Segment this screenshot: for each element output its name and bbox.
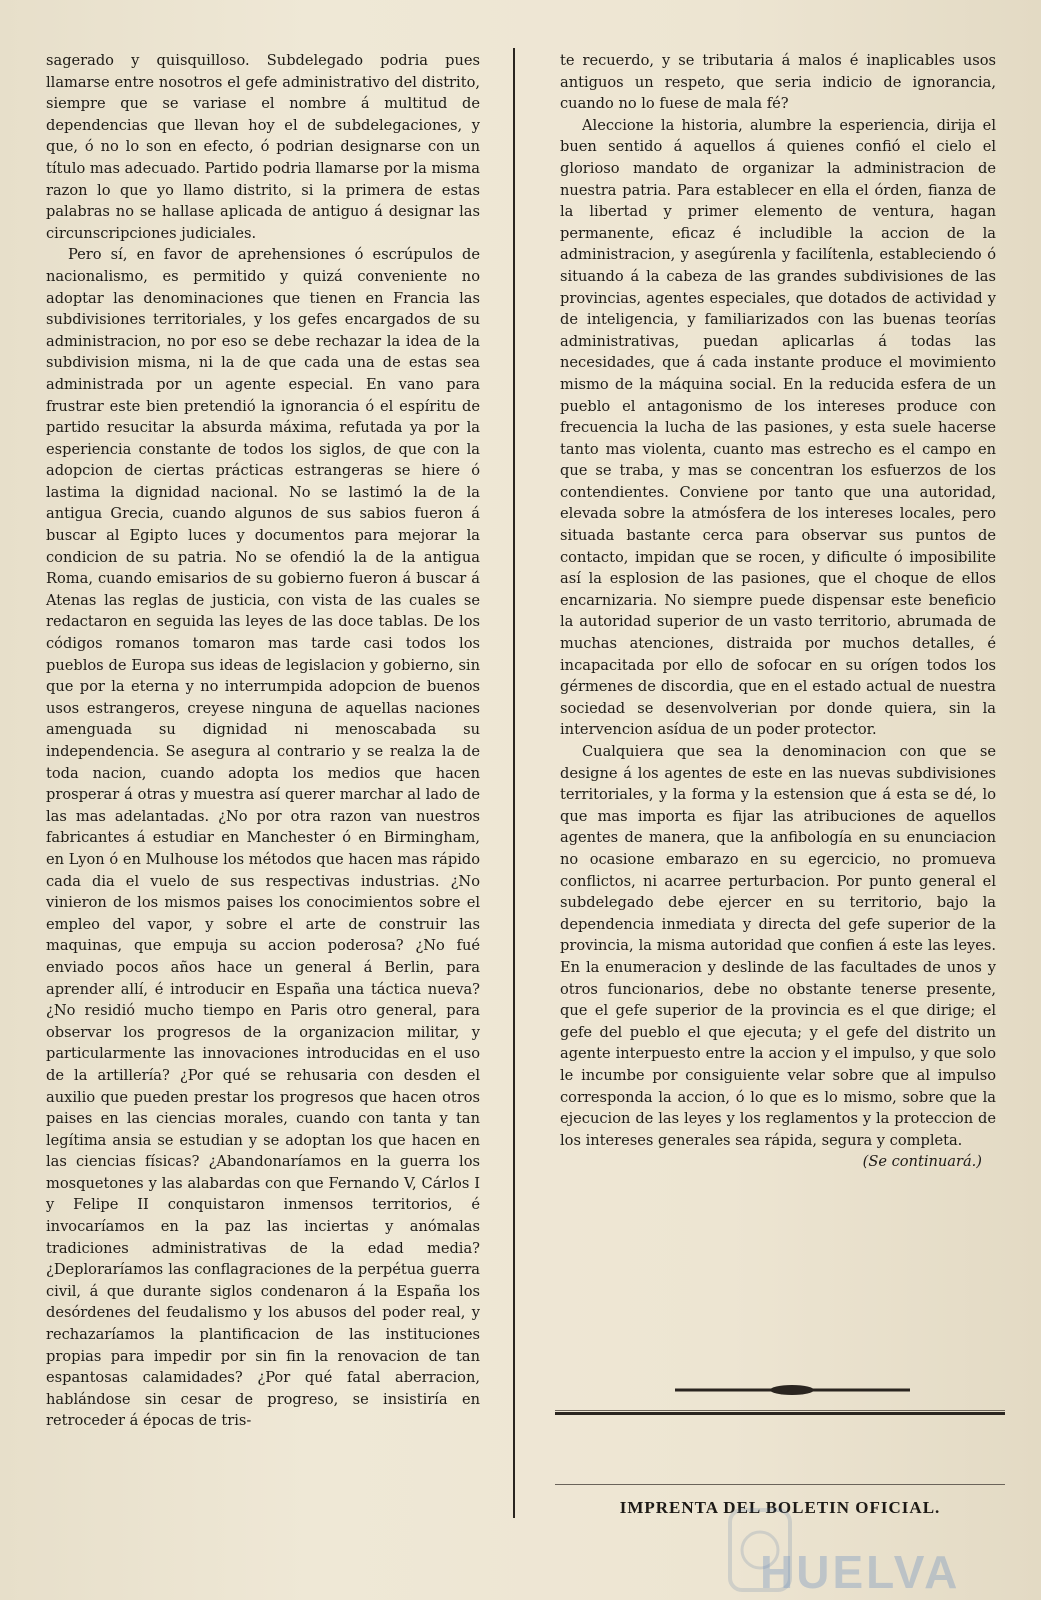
footer-rule-thin-top [555, 1410, 1005, 1411]
right-paragraph-2: Aleccione la historia, alumbre la esperiencia, dirija el buen sentido á aquellos á quienes confió el cielo el glorioso mandato de organizar la administracion de nuestra patria. Para establecer en ella el órden, fianza de la libertad y primer elemento de ventura, hagan permanente, eficaz é includible la accion de la administracion, y asegúrenla y facilítenla, estableciendo ó situando á la cabeza de las grandes subdivisiones de las provincias, agentes especiales, que dotados de actividad y de inteligencia, y familiarizados con las buenas teorías administrativas, puedan aplicarlas á todas las necesidades, que á cada instante produce el movimiento mismo de la máquina social. En la reducida esfera de un pueblo el antagonismo de los intereses produce con frecuencia la lucha de las pasiones, y esta suele hacerse tanto mas violenta, cuanto mas estrecho es el campo en que se traba, y mas se concentran los esfuerzos de los contendientes. Conviene por tanto que una autoridad, elevada sobre la atmósfera de los intereses locales, pero situada bastante cerca para observar sus puntos de contacto, impidan que se rocen, y dificulte ó imposibilite así la esplosion de las pasiones, que el choque de ellos encarnizaria. No siempre puede dispensar este beneficio la autoridad superior de un vasto territorio, abrumada de muchas atenciones, distraida por muchos detalles, é incapacitada por ello de sofocar en su orígen todos los gérmenes de discordia, que en el estado actual de nuestra sociedad se desenvolverian por donde quiera, sin la intervencion asídua de un poder protector. [560, 116, 996, 739]
left-paragraph-continued: sagerado y quisquilloso. Subdelegado podria pues llamarse entre nosotros el gefe administrativo del distrito, siempre que se variase el nombre á multitud de dependencias que llevan hoy el de subdelegaciones, y que, ó no lo son en efecto, ó podrian designarse con un título mas adecuado. Partido podria llamarse por la misma razon lo que yo llamo distrito, si la primera de estas palabras no se hallase aplicada de antiguo á designar las circunscripciones judiciales. [46, 52, 480, 242]
left-column [46, 50, 480, 1432]
continued-notice: (Se continuará.) [862, 1153, 982, 1171]
footer-rule-thick [555, 1412, 1005, 1415]
ornamental-rule [675, 1383, 910, 1397]
column-divider [513, 48, 515, 1518]
footer-rule-thin-bottom [555, 1484, 1005, 1485]
right-paragraph-continued: te recuerdo, y se tributaria á malos é inaplicables usos antiguos un respeto, que seria indicio de ignorancia, cuando no lo fuese de mala fé? [560, 52, 996, 113]
archive-watermark: HUELVA [760, 1546, 961, 1598]
left-paragraph-main: Pero sí, en favor de aprehensiones ó escrúpulos de nacionalismo, es permitido y quizá conveniente no adoptar las denominaciones que tienen en Francia las subdivisiones territoriales, y los gefes encargados de su administracion, no por eso se debe rechazar la idea de la subdivision misma, ni la de que cada una de estas sea administrada por un agente especial. En vano para frustrar este bien pretendió la ignorancia ó el espíritu de partido resucitar la absurda máxima, refutada ya por la esperiencia constante de todos los siglos, de que con la adopcion de ciertas prácticas estrangeras se hiere ó lastima la dignidad nacional. No se lastimó la de la antigua Grecia, cuando algunos de sus sabios fueron á buscar al Egipto luces y documentos para mejorar la condicion de su patria. No se ofendió la de la antigua Roma, cuando emisarios de su gobierno fueron á buscar á Atenas las reglas de justicia, con vista de las cuales se redactaron en seguida las leyes de las doce tablas. De los códigos romanos tomaron mas tarde casi todos los pueblos de Europa sus ideas de legislacion y gobierno, sin que por la eterna y no interrumpida adopcion de buenos usos estrangeros, creyese ninguna de aquellas naciones amenguada su dignidad ni menoscabada su independencia. Se asegura al contrario y se realza la de toda nacion, cuando adopta los medios que hacen prosperar á otras y muestra así querer marchar al lado de las mas adelantadas. ¿No por otra razon van nuestros fabricantes á estudiar en Manchester ó en Birmingham, en Lyon ó en Mulhouse los métodos que hacen mas rápido cada dia el vuelo de sus respectivas industrias. ¿No vinieron de los mismos paises los conocimientos sobre el empleo del vapor, y sobre el arte de construir las maquinas, que empuja su accion poderosa? ¿No fué enviado pocos años hace un general á Berlin, para aprender allí, é introducir en España una táctica nueva? ¿No residió mucho tiempo en Paris otro general, para observar los progresos de la organizacion militar, y particularmente las innovaciones introducidas en el uso de la artillería? ¿Por qué se rehusaria con desden el auxilio que pueden prestar los progresos que hacen otros paises en las ciencias morales, cuando con tanta y tan legítima ansia se estudian y se adoptan los que hacen en las ciencias físicas? ¿Abandonaríamos en la guerra los mosquetones y las alabardas con que Fernando V, Cárlos I y Felipe II conquistaron inmensos territorios, é invocaríamos en la paz las inciertas y anómalas tradiciones administrativas de la edad media? ¿Deploraríamos las conflagraciones de la perpétua guerra civil, á que durante siglos condenaron á la España los desórdenes del feudalismo y los abusos del poder real, y rechazaríamos la plantificacion de las instituciones propias para impedir por sin fin la renovacion de tan espantosas calamidades? ¿Por qué fatal aberracion, hablándose sin cesar de progreso, se insistiría en retroceder á épocas de tris- [46, 246, 480, 1430]
imprint-line: IMPRENTA DEL BOLETIN OFICIAL. [619, 1498, 941, 1517]
right-column [560, 50, 996, 1173]
right-paragraph-3: Cualquiera que sea la denominacion con que se designe á los agentes de este en las nuevas subdivisiones territoriales, y la forma y la estension que á esta se dé, lo que mas importa es fijar las atribuciones de aquellos agentes de manera, que la anfibología en su enunciacion no ocasione embarazo en su egercicio, no promueva conflictos, ni acarree perturbacion. Por punto general el subdelegado debe ejercer en su territorio, bajo la dependencia inmediata y directa del gefe superior de la provincia, la misma autoridad que confien á este las leyes. En la enumeracion y deslinde de las facultades de unos y otros funcionarios, debe no obstante tenerse presente, que el gefe superior de la provincia es el que dirige; el gefe del pueblo el que ejecuta; y el gefe del distrito un agente interpuesto entre la accion y el impulso, y que solo le incumbe por consiguiente velar sobre que al impulso corresponda la accion, ó lo que es lo mismo, sobre que la ejecucion de las leyes y los reglamentos y la proteccion de los intereses generales sea rápida, segura y completa. [560, 743, 996, 1149]
